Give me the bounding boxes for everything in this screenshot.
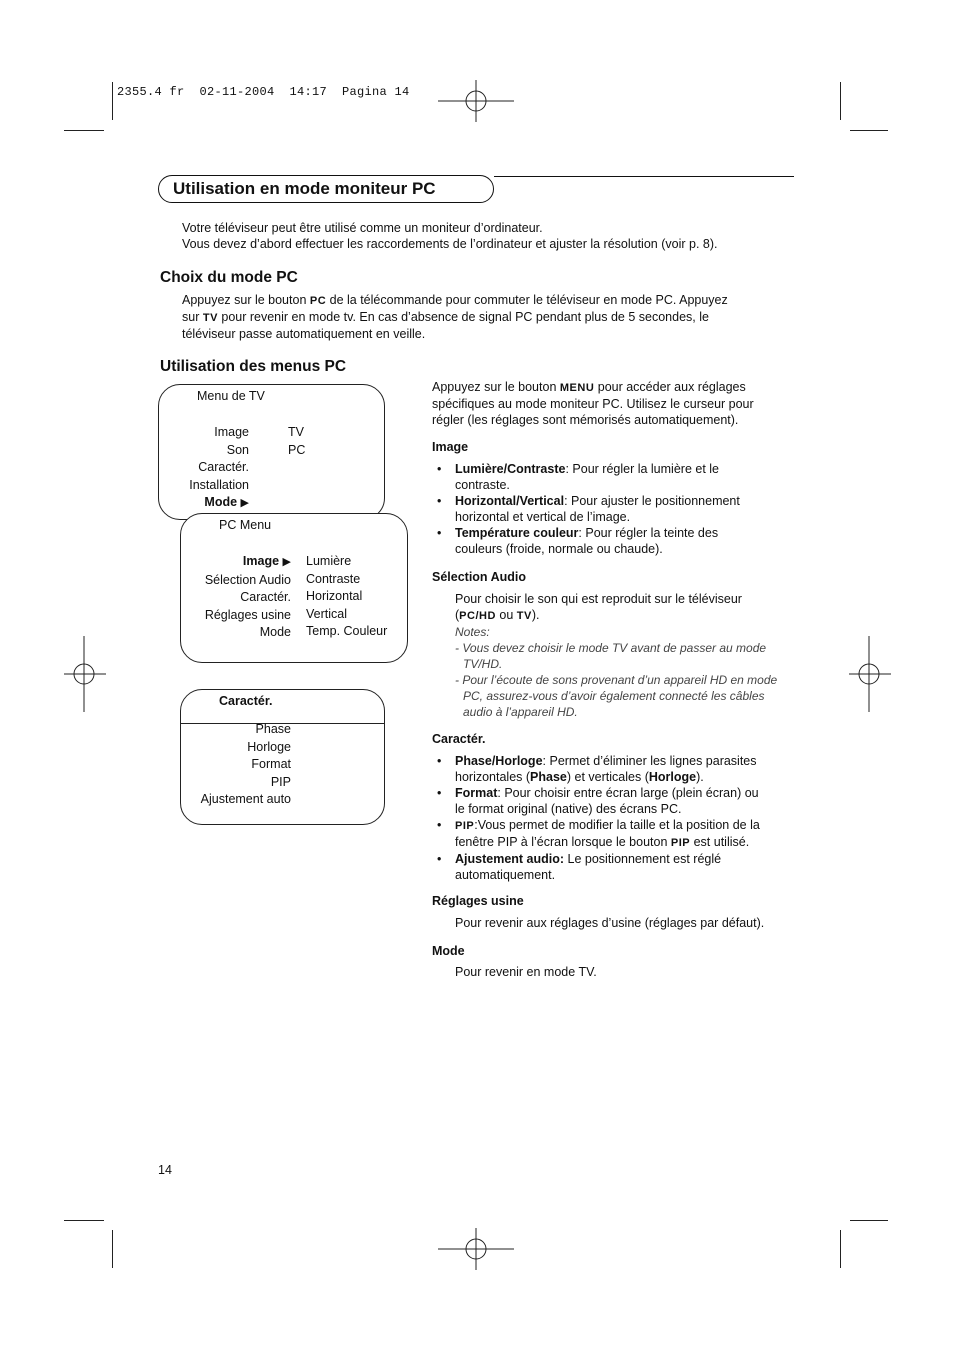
list-item: • Ajustement audio: Le positionnement est réglé automatiquement. xyxy=(437,852,722,882)
mode-text: Pour revenir en mode TV. xyxy=(455,965,597,979)
arrow-right-icon: ▶ xyxy=(282,556,291,568)
menu-option-lumiere[interactable]: Lumière xyxy=(306,554,352,568)
heading-caracter: Caractér. xyxy=(432,732,486,746)
menu-option-tv[interactable]: TV xyxy=(288,425,304,439)
menu-item-selection-audio[interactable]: Sélection Audio xyxy=(204,572,291,587)
menu-item-son[interactable]: Son xyxy=(226,442,249,457)
registration-mark-top xyxy=(436,80,516,122)
menu-intro-text: Appuyez sur le bouton MENU pour accéder aux réglages spécifiques au mode moniteur PC. Utilisez le curseur pour régler (les réglages sont mémorisés automatiquement). xyxy=(432,380,754,427)
menu-item-mode[interactable]: Mode ▶ xyxy=(204,495,249,509)
heading-reglages-usine: Réglages usine xyxy=(432,894,524,908)
list-item: • Température couleur: Pour régler la teinte des couleurs (froide, normale ou chaude). xyxy=(437,526,719,556)
page-title: Utilisation en mode moniteur PC xyxy=(173,179,436,198)
menu-option-vertical[interactable]: Vertical xyxy=(306,606,347,621)
menu-option-temp-couleur[interactable]: Temp. Couleur xyxy=(306,624,388,638)
heading-image: Image xyxy=(432,440,469,454)
menu-option-contraste[interactable]: Contraste xyxy=(306,571,361,586)
list-item: • Format: Pour choisir entre écran large (plein écran) ou le format original (native) des écrans PC. xyxy=(437,786,759,816)
choix-text: Appuyez sur le bouton PC de la télécommande pour commuter le téléviseur en mode PC. Appuyez sur TV pour revenir en mode tv. En cas d’absence de signal PC pendant plus de 5 secondes, le téléviseur passe automatiquement en veille. xyxy=(182,293,728,341)
menu-item-phase[interactable]: Phase xyxy=(255,722,291,736)
registration-mark-bottom xyxy=(436,1228,516,1270)
menu-item-image[interactable]: Image ▶ xyxy=(242,554,291,568)
caracter-bullets xyxy=(432,753,797,883)
menu-pc-right-items xyxy=(306,553,387,641)
menu-caracter-box xyxy=(180,689,385,825)
menu-item-horloge[interactable]: Horloge xyxy=(247,739,291,754)
list-item: • PIP:Vous permet de modifier la taille et la position de la fenêtre PIP à l’écran lorsque le bouton PIP est utilisé. xyxy=(437,818,760,849)
menu-item-format[interactable]: Format xyxy=(251,757,291,771)
audio-text: Pour choisir le son qui est reproduit sur le téléviseur (PC/HD ou TV). Notes: - Vous devez choisir le mode TV avant de passer au mode TV/HD. - Pour l’écoute de sons provenant d’un appareil HD en mode PC, assurez-vous d’avoir également connecté les câbles audio à l’appareil HD. xyxy=(455,591,795,720)
intro-text: Votre téléviseur peut être utilisé comme un moniteur d’ordinateur. Vous devez d’abord effectuer les raccordements de l’ordinateur et ajuster la résolution (voir p. 8). xyxy=(182,221,718,251)
heading-selection-audio: Sélection Audio xyxy=(432,570,526,584)
arrow-right-icon: ▶ xyxy=(240,497,249,509)
list-item: • Horizontal/Vertical: Pour ajuster le positionnement horizontal et vertical de l’image. xyxy=(437,494,740,524)
image-bullets xyxy=(432,461,797,557)
menu-caracter-items xyxy=(181,721,291,809)
section-heading-menus: Utilisation des menus PC xyxy=(160,358,347,375)
menu-item-mode[interactable]: Mode xyxy=(259,625,291,639)
menu-item-reglages-usine[interactable]: Réglages usine xyxy=(204,607,291,622)
notes-label: Notes: xyxy=(455,625,490,639)
page-number: 14 xyxy=(158,1163,172,1177)
menu-tv-right-items xyxy=(288,424,305,459)
registration-mark-left xyxy=(64,636,106,712)
heading-mode: Mode xyxy=(432,944,465,958)
section-heading-choix: Choix du mode PC xyxy=(160,269,298,286)
menu-item-pip[interactable]: PIP xyxy=(270,774,291,789)
registration-mark-right xyxy=(849,636,891,712)
print-slug: 2355.4 fr 02-11-2004 14:17 Pagina 14 xyxy=(117,85,410,99)
menu-pc-box xyxy=(180,513,408,663)
title-rule xyxy=(494,176,794,177)
menu-item-caracter[interactable]: Caractér. xyxy=(240,590,291,604)
menu-option-horizontal[interactable]: Horizontal xyxy=(306,589,363,603)
menu-item-image[interactable]: Image xyxy=(214,425,249,439)
menu-item-ajustement-auto[interactable]: Ajustement auto xyxy=(200,792,291,806)
menu-item-installation[interactable]: Installation xyxy=(189,477,249,492)
menu-pc-title: PC Menu xyxy=(219,518,272,532)
menu-tv-left-items xyxy=(159,424,249,513)
menu-tv-title: Menu de TV xyxy=(197,389,265,403)
menu-caracter-title: Caractér. xyxy=(219,694,273,708)
list-item: • Phase/Horloge: Permet d’éliminer les lignes parasites horizontales (Phase) et verticales (Horloge). xyxy=(437,754,757,784)
menu-item-caracter[interactable]: Caractér. xyxy=(198,460,249,474)
menu-pc-left-items xyxy=(181,553,291,642)
menu-tv-box xyxy=(158,384,385,520)
list-item: • Lumière/Contraste: Pour régler la lumière et le contraste. xyxy=(437,462,719,492)
usine-text: Pour revenir aux réglages d’usine (réglages par défaut). xyxy=(455,916,765,930)
menu-option-pc[interactable]: PC xyxy=(288,442,306,457)
page-title-box xyxy=(158,175,494,203)
